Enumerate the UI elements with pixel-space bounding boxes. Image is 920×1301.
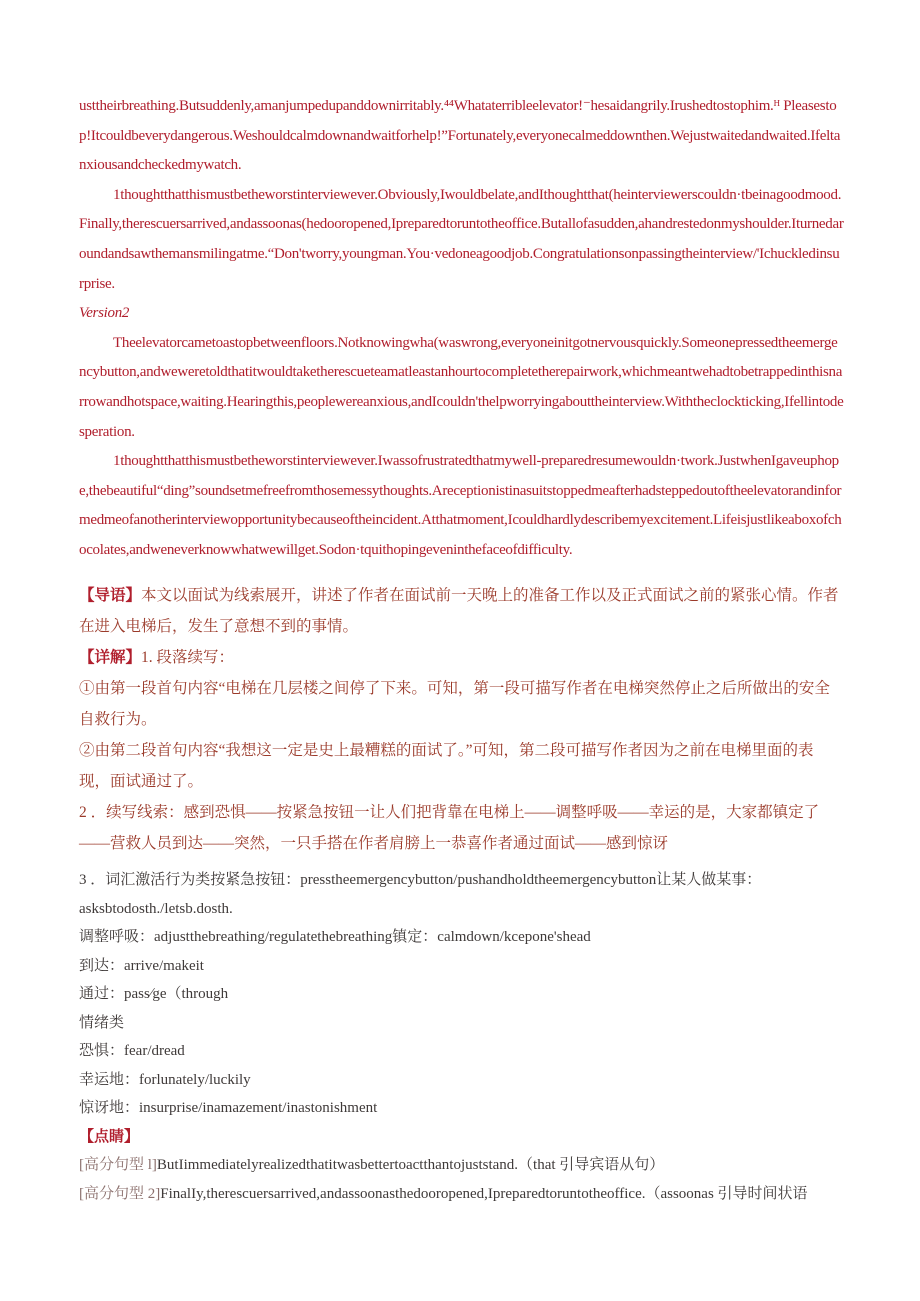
vocab-line-1 [79, 866, 849, 895]
vocab-line-5-body: pass∕ge（through [124, 986, 229, 1002]
vocab-line-7 [79, 1037, 849, 1066]
vocab-line-3-head: 调整呼吸： [79, 929, 155, 945]
vocab-line-9 [79, 1094, 849, 1123]
daoyu-paragraph [79, 580, 844, 642]
vocab-line-7-body: fear/dread [124, 1043, 185, 1059]
daoyu-text: 本文以面试为线索展开，讲述了作者在面试前一天晚上的准备工作以及正式面试之前的紧张心情。作者在进入电梯后，发生了意想不到的事情。 [79, 587, 839, 635]
version2-heading: Version2 [79, 305, 130, 322]
vocab-line-2: asksbtodosth./letsb.dosth. [79, 900, 233, 917]
sentence-2-tag: [高分句型 2] [79, 1185, 161, 1202]
vocab-line-3 [79, 923, 849, 952]
point-3: 2 ．续写线索：感到恐惧——按紧急按钮一让人们把背靠在电梯上——调整呼吸——幸运的是，大家都镇定了——营救人员到达——突然，一只手搭在作者肩膀上一恭喜作者通过面试——感到惊讶 [79, 804, 820, 852]
essay-v2-paragraph-2: 1thoughtthatthismustbetheworstinterviewever.Iwassofrustratedthatmywell-preparedresumewouldn·twork.JustwhenIgaveuphope,thebeautiful“ding”soundsetmefreefromthosemessythoughts.Areceptionistinasuitstoppedmeafterhadsteppedoutoftheelevatorandinformedmeofanotherinterviewopportunitybecauseoftheincident.Atthatmoment,Icouldhardlydescribemyexcitement.Lifeisjustlikeaboxofchocolates,andweneverknowwhatwewillget.Sodon·tquithopingeveninthefaceofdifficulty. [79, 453, 842, 558]
high-score-sentence-1 [79, 1151, 849, 1180]
sentence-1-tag: [高分句型 l] [79, 1157, 157, 1173]
vocab-line-8-body: forlunately/luckily [139, 1071, 251, 1088]
essay-v1-paragraph-1: usttheirbreathing.Butsuddenly,amanjumpedupanddownirritably.⁴⁴Whataterribleelevator!⁻hesaidangrily.Irushedtostophim.ᴴ Pleasestop!Itcouldbeverydangerous.Weshouldcalmdownandwaitforhelp!”Fortunately,everyonecalmeddownthen.Wejustwaitedandwaited.Ifeltanxiousandcheckedmywatch. [79, 98, 841, 174]
vocab-line-8 [79, 1066, 849, 1095]
vocab-line-5-head: 通过： [79, 986, 125, 1002]
vocab-line-9-body: insurprise/inamazement/inastonishment [139, 1100, 378, 1116]
xiangjie-tag: 【详解】 [79, 649, 142, 666]
sentence-2-body: FinalIy,therescuersarrived,andassoonasthedooropened,Ipreparedtoruntotheoffice.（assoonas 引导时间状语 [160, 1185, 808, 1202]
point-1: ①由第一段首句内容“电梯在几层楼之间停了下来。可知，第一段可描写作者在电梯突然停止之后所做出的安全自救行为。 [79, 680, 830, 728]
dianjing-tag: 【点睛】 [79, 1128, 140, 1145]
vocab-line-7-head: 恐惧： [79, 1043, 125, 1059]
analysis-section [79, 580, 844, 859]
xiangjie-head: 1. 段落续写： [141, 649, 235, 666]
essay-version1 [79, 92, 844, 566]
vocab-line-3-mid: 镇定： [392, 929, 438, 945]
vocab-section [79, 866, 849, 1208]
vocab-line-1-tail: 让某人做某事： [656, 872, 762, 888]
vocab-line-4-body: arrive/makeit [124, 957, 204, 974]
vocab-line-9-head: 惊讶地： [79, 1100, 140, 1116]
vocab-line-4 [79, 952, 849, 981]
vocab-line-1-head: 3 ．词汇激活行为类按紧急按钮： [79, 872, 301, 888]
vocab-line-5 [79, 980, 849, 1009]
essay-v2-paragraph-1: Theelevatorcametoastopbetweenfloors.Notknowingwha(waswrong,everyoneinitgotnervousquickly.Someonepressedtheemergencybutton,andweweretoldthatitwouldtaketherescueteamatleastanhourtocompletetherepairwork,whichmeantwehadtobetrappedinthisnarrowandhotspace,waiting.Hearingthis,peoplewereanxious,andIcouldn'thelpworryingabouttheinterview.Withtheclockticking,Ifellintodesperation. [79, 334, 844, 440]
point-2: ②由第二段首句内容“我想这一定是史上最糟糕的面试了。”可知，第二段可描写作者因为之前在电梯里面的表现，面试通过了。 [79, 742, 814, 790]
sentence-1-body: ButIimmediatelyrealizedthatitwasbettertoactthantojuststand.（that 引导宾语从句） [156, 1157, 665, 1173]
essay-v1-paragraph-2: 1thoughtthatthismustbetheworstinterviewever.Obviously,Iwouldbelate,andIthoughtthat(heinterviewerscouldn·tbeinagoodmood.Finally,therescuersarrived,andassoonas(hedooropened,Ipreparedtoruntotheoffice.Butallofasudden,ahandrestedonmyshoulder.Iturnedaroundandsawthemansmilingatme.“Don'tworry,youngman.You·vedoneagoodjob.Congratulationsonpassingtheinterview/'Ichuckledinsurprise. [79, 186, 844, 292]
vocab-line-6: 情绪类 [79, 1014, 125, 1031]
vocab-line-3-body: adjustthebreathing/regulatethebreathing [154, 929, 393, 945]
vocab-line-1-body: presstheemergencybutton/pushandholdtheemergencybutton [300, 872, 657, 888]
high-score-sentence-2 [79, 1180, 849, 1209]
vocab-line-8-head: 幸运地： [79, 1071, 140, 1088]
daoyu-tag: 【导语】 [79, 587, 142, 604]
vocab-line-3-tail: calmdown/kcepone'shead [437, 929, 591, 945]
xiangjie-paragraph [79, 642, 844, 673]
vocab-line-4-head: 到达： [79, 957, 125, 974]
